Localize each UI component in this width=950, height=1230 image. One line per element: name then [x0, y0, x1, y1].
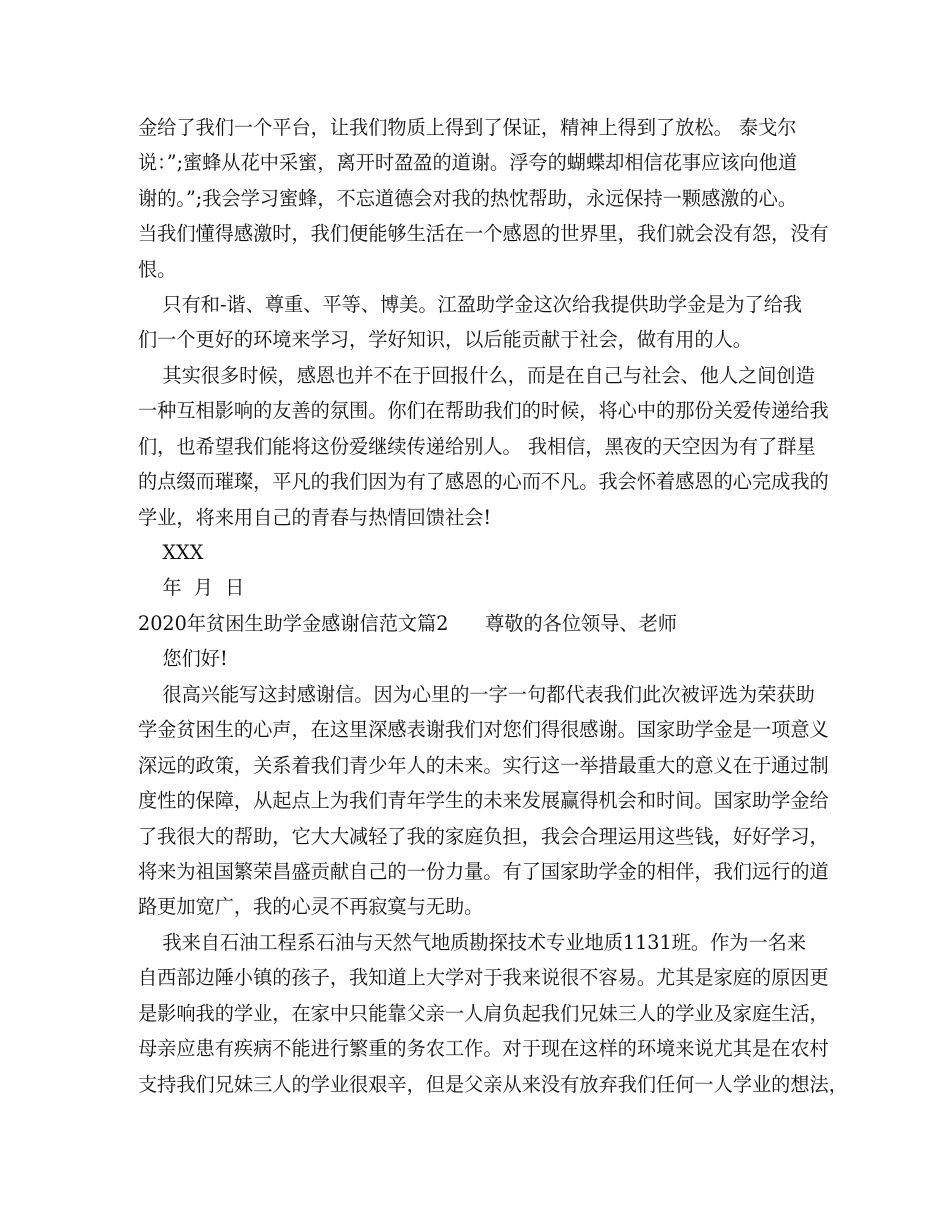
- paragraph-1: 金给了我们一个平台，让我们物质上得到了保证，精神上得到了放松。 泰戈尔 说：”;蜜蜂从花中采蜜，离开时盈盈的道谢。浮夸的蝴蝶却相信花事应该向他道 谢的。”;我会学习蜜蜂，不忘道德会对我的热忱帮助，永远保持一颗感激的心。 当我们懂得感激时，我们便能够生活在一个感恩的世界里，我们就会没有怨，没有 恨。: [138, 116, 829, 281]
- signature-date: 年 月 日: [138, 576, 245, 599]
- signature-name: XXX: [138, 541, 204, 564]
- paragraph-4: 很高兴能写这封感谢信。因为心里的一字一句都代表我们此次被评选为荣获助 学金贫困生的心声，在这里深感表谢我们对您们得很感谢。国家助学金是一项意义 深远的政策，关系着我们青少年人的未来。实行这一举措最重大的意义在于通过制 度性的保障，从起点上为我们青年学生的未来发展赢得机会和时间。国家助学金给 了我很大的帮助，它大大减轻了我的家庭负担，我会合理运用这些钱，好好学习， 将来为祖国繁荣昌盛贡献自己的一份力量。有了国家助学金的相伴，我们远行的道 路更加宽广，我的心灵不再寂寞与无助。: [138, 683, 829, 919]
- section-heading: 2020年贫困生助学金感谢信范文篇2 尊敬的各位领导、老师: [138, 612, 677, 635]
- paragraph-2: 只有和-谐、尊重、平等、博美。江盈助学金这次给我提供助学金是为了给我 们一个更好的环境来学习，学好知识，以后能贡献于社会，做有用的人。: [138, 293, 803, 352]
- paragraph-5: 我来自石油工程系石油与天然气地质勘探技术专业地质1131班。作为一名来 自西部边陲小镇的孩子，我知道上大学对于我来说很不容易。尤其是家庭的原因更 是影响我的学业，在家中只能靠父亲一人肩负起我们兄妹三人的学业及家庭生活， 母亲应患有疾病不能进行繁重的务农工作。对于现在这样的环境来说尤其是在农村 支持我们兄妹三人的学业很艰辛，但是父亲从来没有放弃我们任何一人学业的想法，: [138, 931, 848, 1096]
- greeting: 您们好!: [138, 647, 228, 670]
- paragraph-3: 其实很多时候，感恩也并不在于回报什么，而是在自己与社会、他人之间创造 一种互相影响的友善的氛围。你们在帮助我们的时候，将心中的那份关爱传递给我 们，也希望我们能将这份爱继续传递给别人。 我相信，黑夜的天空因为有了群星 的点缀而璀璨，平凡的我们因为有了感恩的心而不凡。我会怀着感恩的心完成我的 学业，将来用自己的青春与热情回馈社会!: [138, 364, 829, 529]
